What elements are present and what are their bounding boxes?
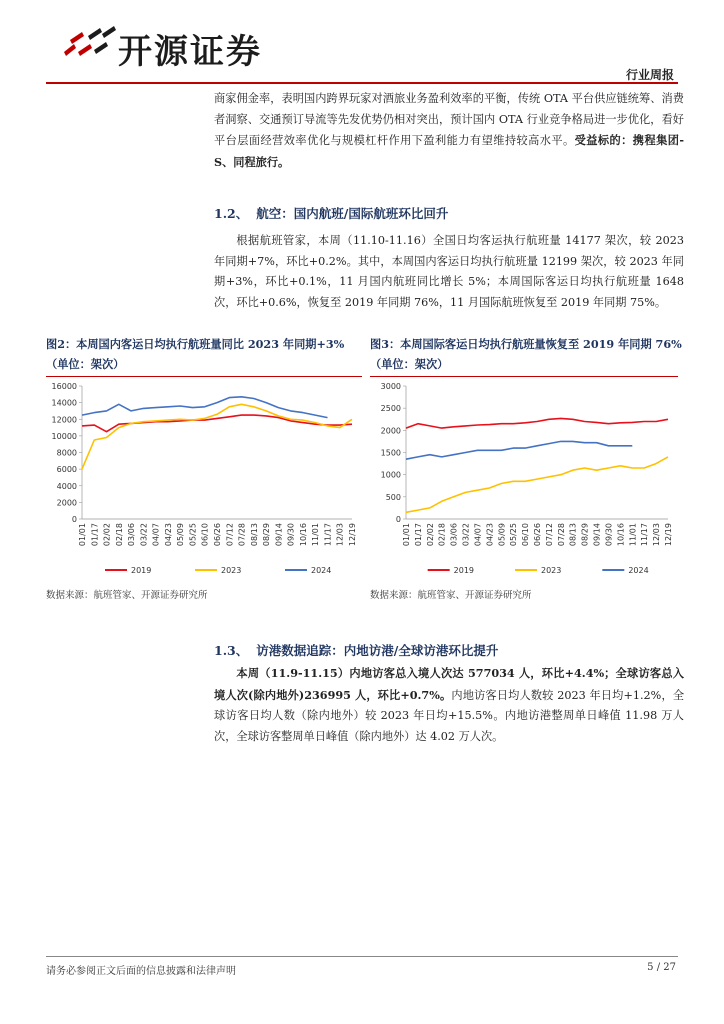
figure-3-divider — [370, 376, 678, 377]
legend-label: 2023 — [541, 566, 562, 575]
y-tick-label: 2500 — [380, 404, 401, 414]
x-tick-label: 07/28 — [237, 523, 247, 547]
y-tick-label: 0 — [395, 515, 401, 524]
x-tick-label: 12/19 — [664, 523, 673, 547]
x-tick-label: 07/12 — [225, 523, 235, 547]
page-number: 5 / 27 — [647, 962, 676, 973]
x-tick-label: 02/02 — [425, 523, 435, 547]
x-tick-label: 09/30 — [286, 523, 296, 547]
section-heading: 航空：国内航班/国际航班环比回升 — [256, 206, 449, 221]
figure-2-title: 图2：本周国内客运日均执行航班量同比 2023 年同期+3%（单位：架次） — [46, 337, 345, 371]
figure-2-source: 数据来源：航班管家、开源证券研究所 — [46, 590, 208, 601]
x-tick-label: 08/13 — [249, 523, 259, 547]
x-tick-label: 12/03 — [335, 523, 345, 547]
y-tick-label: 14000 — [51, 398, 77, 408]
series-line-2024 — [82, 397, 328, 418]
x-tick-label: 07/28 — [556, 523, 566, 547]
figure-3-chart — [370, 378, 678, 583]
x-tick-label: 11/17 — [323, 523, 333, 547]
legend-label: 2024 — [311, 566, 332, 575]
series-line-2023 — [406, 457, 668, 512]
intro-text: 商家佣金率，表明国内跨界玩家对酒旅业务盈利效率的平衡，传统 OTA 平台供应链统筹、消费者洞察、交通预订导流等先发优势仍相对突出，预计国内 OTA 行业竞争格局进一步优化，看好平台层面经营效率优化与规模杠杆作用下盈利能力有望维持较高水平。 — [214, 92, 684, 148]
y-tick-label: 16000 — [51, 382, 77, 391]
intro-paragraph — [214, 89, 684, 173]
section-heading: 访港数据追踪：内地访港/全球访港环比提升 — [256, 643, 499, 658]
y-tick-label: 1500 — [380, 448, 401, 458]
y-tick-label: 12000 — [51, 415, 77, 425]
x-tick-label: 04/07 — [473, 523, 483, 547]
section-1-3-body — [214, 663, 684, 747]
section-1-3-title — [214, 641, 498, 659]
x-tick-label: 03/22 — [461, 523, 471, 547]
series-line-2019 — [406, 418, 668, 428]
x-tick-label: 08/29 — [580, 523, 590, 547]
y-tick-label: 6000 — [56, 465, 77, 475]
x-tick-label: 12/03 — [652, 523, 662, 547]
footer-disclaimer: 请务必参阅正文后面的信息披露和法律声明 — [46, 966, 236, 977]
x-tick-label: 10/16 — [616, 523, 626, 547]
legend-label: 2023 — [221, 566, 242, 575]
y-tick-label: 1000 — [380, 470, 401, 480]
x-tick-label: 02/18 — [114, 523, 124, 547]
figure-3-title: 图3：本周国际客运日均执行航班量恢复至 2019 年同期 76%（单位：架次） — [370, 337, 682, 371]
x-tick-label: 08/13 — [568, 523, 578, 547]
brand-mark-icon — [60, 22, 120, 66]
x-tick-label: 01/01 — [78, 523, 87, 547]
x-tick-label: 04/07 — [151, 523, 161, 547]
x-tick-label: 05/09 — [497, 523, 507, 547]
section-1-2-title — [214, 204, 448, 222]
x-tick-label: 08/29 — [262, 523, 272, 547]
y-tick-label: 500 — [385, 492, 401, 502]
section-number: 1.3、 — [214, 643, 249, 658]
header-divider — [46, 82, 678, 84]
x-tick-label: 07/12 — [544, 523, 554, 547]
legend-label: 2019 — [453, 566, 475, 575]
figure-3-source: 数据来源：航班管家、开源证券研究所 — [370, 590, 532, 601]
x-tick-label: 01/17 — [413, 523, 423, 547]
x-tick-label: 11/01 — [628, 523, 638, 547]
section-1-3-highlight: 本周（11.9-11.15）内地访客总入境人次达 577034 人，环比+4.4%；全球访客总入境人次(除内地外)236995 人，环比+0.7%。 — [214, 666, 684, 702]
y-tick-label: 3000 — [380, 382, 401, 391]
x-tick-label: 04/23 — [485, 523, 495, 547]
x-tick-label: 09/30 — [604, 523, 614, 547]
x-tick-label: 09/14 — [592, 523, 602, 547]
x-tick-label: 11/17 — [640, 523, 650, 547]
x-tick-label: 03/06 — [127, 523, 137, 547]
y-tick-label: 0 — [71, 515, 77, 524]
section-1-3-rest: 内地访客日均人数较 2023 年日均+1.2%，全球访客日均人数（除内地外）较 2023 年日均+15.5%。内地访港整周单日峰值 11.98 万人次，全球访客整周单日峰值（除内地外）达 4.02 万人次。 — [214, 688, 685, 743]
x-tick-label: 05/25 — [188, 523, 198, 547]
figure-2-svg — [46, 378, 362, 583]
beneficiary-label: 受益标的：携程集团-S、同程旅行。 — [214, 133, 684, 169]
figure-3-svg — [370, 378, 678, 583]
legend-label: 2024 — [628, 566, 649, 575]
brand-name: 开源证券 — [118, 32, 262, 72]
y-tick-label: 2000 — [56, 498, 77, 508]
x-tick-label: 10/16 — [298, 523, 308, 547]
legend-label: 2019 — [131, 566, 152, 575]
x-tick-label: 04/23 — [163, 523, 173, 547]
figure-2-divider — [46, 376, 362, 377]
x-tick-label: 06/10 — [521, 523, 531, 547]
section-1-2-body: 根据航班管家，本周（11.10-11.16）全国日均客运执行航班量 14177 架次，较 2023 年同期+7%，环比+0.2%。其中，本周国内客运日均执行航班量 12199 架次，较 2023 年同期+3%，环比+0.1%，11 月国内航班同比增长 5%；本周国际客运日均执行航班量 1648 次，环比+0.6%，恢复至 2019 年同期 76%，11 月国际航班恢复至 2019 年同期 75%。 — [214, 234, 684, 309]
series-line-2019 — [82, 415, 352, 432]
x-tick-label: 12/19 — [348, 523, 357, 547]
x-tick-label: 05/25 — [509, 523, 519, 547]
x-tick-label: 03/06 — [449, 523, 459, 547]
x-tick-label: 02/02 — [102, 523, 112, 547]
x-tick-label: 01/01 — [402, 523, 411, 547]
report-type-label: 行业周报 — [625, 68, 674, 82]
section-number: 1.2、 — [214, 206, 249, 221]
y-tick-label: 8000 — [56, 448, 77, 458]
x-tick-label: 09/14 — [274, 523, 284, 547]
x-tick-label: 06/26 — [533, 523, 542, 547]
y-tick-label: 2000 — [380, 426, 401, 436]
x-tick-label: 02/18 — [437, 523, 447, 547]
y-tick-label: 10000 — [51, 431, 77, 441]
figure-2-chart — [46, 378, 362, 583]
x-tick-label: 06/26 — [213, 523, 222, 547]
x-tick-label: 05/09 — [176, 523, 186, 547]
footer-divider — [46, 956, 678, 957]
x-tick-label: 01/17 — [90, 523, 100, 547]
series-line-2024 — [406, 441, 632, 459]
x-tick-label: 06/10 — [200, 523, 210, 547]
x-tick-label: 11/01 — [311, 523, 321, 547]
y-tick-label: 4000 — [56, 481, 77, 491]
x-tick-label: 03/22 — [139, 523, 149, 547]
